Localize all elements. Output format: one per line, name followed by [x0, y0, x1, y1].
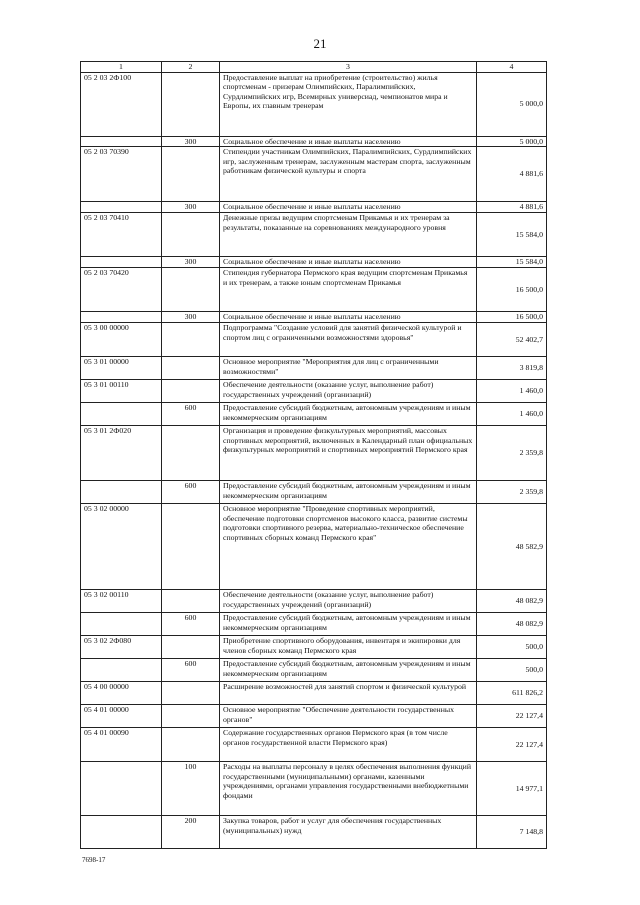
- target-code-cell: [81, 136, 162, 147]
- table-row: [81, 213, 547, 257]
- expense-type-cell: 200: [162, 816, 220, 849]
- item-name-cell: Обеспечение деятельности (оказание услуг, выполнение работ) государственных учреждений (организаций): [220, 590, 477, 613]
- item-name-cell: Социальное обеспечение и иные выплаты населению: [220, 257, 477, 268]
- document-code: 7698-17: [82, 856, 106, 864]
- expense-type-cell: [162, 268, 220, 312]
- page-number: 21: [313, 36, 327, 51]
- expense-type-cell: [162, 504, 220, 590]
- target-code-cell: 05 3 00 00000: [81, 323, 162, 357]
- header-col-4: 4: [477, 62, 547, 73]
- target-code-cell: [81, 816, 162, 849]
- item-name-cell: Социальное обеспечение и иные выплаты населению: [220, 312, 477, 323]
- table-row: [81, 504, 547, 590]
- item-name-cell: Предоставление субсидий бюджетным, автономным учреждениям и иным некоммерческим организациям: [220, 659, 477, 682]
- target-code-cell: [81, 762, 162, 816]
- amount-cell: 48 082,9: [477, 613, 547, 636]
- expense-type-cell: 600: [162, 613, 220, 636]
- table-row: [81, 682, 547, 705]
- table-row: [81, 426, 547, 481]
- expense-type-cell: [162, 357, 220, 380]
- item-name-cell: Содержание государственных органов Пермского края (в том числе органов государственной власти Пермского края): [220, 728, 477, 762]
- amount-cell: 5 000,0: [477, 72, 547, 136]
- target-code-cell: 05 2 03 2Ф100: [81, 72, 162, 136]
- table-row: [81, 481, 547, 504]
- item-name-cell: Основное мероприятие "Мероприятия для лиц с ограниченными возможностями": [220, 357, 477, 380]
- expense-type-cell: 600: [162, 481, 220, 504]
- item-name-cell: Основное мероприятие "Обеспечение деятельности государственных органов": [220, 705, 477, 728]
- target-code-cell: 05 2 03 70420: [81, 268, 162, 312]
- amount-cell: 15 584,0: [477, 257, 547, 268]
- header-col-2: 2: [162, 62, 220, 73]
- table-row: [81, 323, 547, 357]
- amount-cell: 16 500,0: [477, 268, 547, 312]
- amount-cell: 1 460,0: [477, 380, 547, 403]
- amount-cell: 14 977,1: [477, 762, 547, 816]
- target-code-cell: [81, 403, 162, 426]
- target-code-cell: 05 3 01 00110: [81, 380, 162, 403]
- table-row: [81, 136, 547, 147]
- amount-cell: 1 460,0: [477, 403, 547, 426]
- amount-cell: 4 881,6: [477, 202, 547, 213]
- amount-cell: 2 359,8: [477, 426, 547, 481]
- item-name-cell: Обеспечение деятельности (оказание услуг, выполнение работ) государственных учреждений (организаций): [220, 380, 477, 403]
- amount-cell: 3 819,8: [477, 357, 547, 380]
- table-header-row: [81, 62, 547, 73]
- expense-type-cell: 300: [162, 312, 220, 323]
- amount-cell: 500,0: [477, 636, 547, 659]
- table-row: [81, 590, 547, 613]
- item-name-cell: Предоставление субсидий бюджетным, автономным учреждениям и иным некоммерческим организациям: [220, 613, 477, 636]
- target-code-cell: 05 3 02 00110: [81, 590, 162, 613]
- target-code-cell: 05 4 01 00000: [81, 705, 162, 728]
- amount-cell: 611 826,2: [477, 682, 547, 705]
- amount-cell: 2 359,8: [477, 481, 547, 504]
- target-code-cell: 05 3 01 00000: [81, 357, 162, 380]
- table-row: [81, 312, 547, 323]
- item-name-cell: Основное мероприятие "Проведение спортивных мероприятий, обеспечение подготовки спортсменов высокого класса, развитие системы подготовки спортивного резерва, материально-техническое обеспечение спортивных сборных команд Пермского края": [220, 504, 477, 590]
- target-code-cell: 05 4 01 00090: [81, 728, 162, 762]
- expense-type-cell: [162, 590, 220, 613]
- target-code-cell: 05 3 02 2Ф080: [81, 636, 162, 659]
- item-name-cell: Расходы на выплаты персоналу в целях обеспечения выполнения функций государственными (муниципальными) органами, казенными учреждениями, органами управления государственными внебюджетными фондами: [220, 762, 477, 816]
- expense-type-cell: [162, 705, 220, 728]
- item-name-cell: Социальное обеспечение и иные выплаты населению: [220, 202, 477, 213]
- amount-cell: 52 402,7: [477, 323, 547, 357]
- expense-type-cell: 300: [162, 257, 220, 268]
- expense-type-cell: [162, 728, 220, 762]
- item-name-cell: Стипендии участникам Олимпийских, Паралимпийских, Сурдлимпийских игр, заслуженным тренерам, заслуженным мастерам спорта, заслуженным работникам физической культуры и спорта: [220, 147, 477, 202]
- table-row: [81, 762, 547, 816]
- table-row: [81, 659, 547, 682]
- item-name-cell: Организация и проведение физкультурных мероприятий, массовых спортивных мероприятий, включенных в Календарный план официальных физкультурных мероприятий и спортивных мероприятий Пермского края: [220, 426, 477, 481]
- target-code-cell: [81, 613, 162, 636]
- expense-type-cell: [162, 636, 220, 659]
- table-row: [81, 728, 547, 762]
- expense-type-cell: 300: [162, 136, 220, 147]
- item-name-cell: Расширение возможностей для занятий спортом и физической культурой: [220, 682, 477, 705]
- amount-cell: 48 582,9: [477, 504, 547, 590]
- amount-cell: 16 500,0: [477, 312, 547, 323]
- expense-type-cell: [162, 72, 220, 136]
- amount-cell: 5 000,0: [477, 136, 547, 147]
- amount-cell: 7 148,8: [477, 816, 547, 849]
- table-row: [81, 147, 547, 202]
- target-code-cell: 05 3 02 00000: [81, 504, 162, 590]
- amount-cell: 48 082,9: [477, 590, 547, 613]
- target-code-cell: [81, 257, 162, 268]
- expense-type-cell: 100: [162, 762, 220, 816]
- budget-table: [80, 61, 547, 849]
- item-name-cell: Стипендия губернатора Пермского края ведущим спортсменам Прикамья и их тренерам, а также юным спортсменам Прикамья: [220, 268, 477, 312]
- amount-cell: 22 127,4: [477, 705, 547, 728]
- table-row: [81, 380, 547, 403]
- item-name-cell: Подпрограмма "Создание условий для занятий физической культурой и спортом лиц с ограниченными возможностями здоровья": [220, 323, 477, 357]
- expense-type-cell: 300: [162, 202, 220, 213]
- header-col-3: 3: [220, 62, 477, 73]
- target-code-cell: [81, 481, 162, 504]
- amount-cell: 4 881,6: [477, 147, 547, 202]
- amount-cell: 500,0: [477, 659, 547, 682]
- table-row: [81, 72, 547, 136]
- expense-type-cell: [162, 213, 220, 257]
- target-code-cell: 05 4 00 00000: [81, 682, 162, 705]
- table-row: [81, 202, 547, 213]
- table-row: [81, 613, 547, 636]
- header-col-1: 1: [81, 62, 162, 73]
- expense-type-cell: [162, 147, 220, 202]
- item-name-cell: Денежные призы ведущим спортсменам Прикамья и их тренерам за результаты, показанные на соревнованиях международного уровня: [220, 213, 477, 257]
- expense-type-cell: [162, 323, 220, 357]
- item-name-cell: Социальное обеспечение и иные выплаты населению: [220, 136, 477, 147]
- item-name-cell: Предоставление субсидий бюджетным, автономным учреждениям и иным некоммерческим организациям: [220, 403, 477, 426]
- target-code-cell: 05 2 03 70390: [81, 147, 162, 202]
- expense-type-cell: 600: [162, 659, 220, 682]
- item-name-cell: Предоставление выплат на приобретение (строительство) жилья спортсменам - призерам Олимпийских, Паралимпийских, Сурдлимпийских игр, Всемирных универсиад, чемпионатов мира и Европы, их главным тренерам: [220, 72, 477, 136]
- amount-cell: 22 127,4: [477, 728, 547, 762]
- expense-type-cell: [162, 426, 220, 481]
- target-code-cell: 05 2 03 70410: [81, 213, 162, 257]
- expense-type-cell: 600: [162, 403, 220, 426]
- table-row: [81, 816, 547, 849]
- amount-cell: 15 584,0: [477, 213, 547, 257]
- item-name-cell: Предоставление субсидий бюджетным, автономным учреждениям и иным некоммерческим организациям: [220, 481, 477, 504]
- table-row: [81, 403, 547, 426]
- target-code-cell: [81, 659, 162, 682]
- table-row: [81, 705, 547, 728]
- item-name-cell: Закупка товаров, работ и услуг для обеспечения государственных (муниципальных) нужд: [220, 816, 477, 849]
- table-row: [81, 257, 547, 268]
- item-name-cell: Приобретение спортивного оборудования, инвентаря и экипировки для членов сборных команд Пермского края: [220, 636, 477, 659]
- table-row: [81, 636, 547, 659]
- target-code-cell: [81, 312, 162, 323]
- expense-type-cell: [162, 682, 220, 705]
- expense-type-cell: [162, 380, 220, 403]
- target-code-cell: 05 3 01 2Ф020: [81, 426, 162, 481]
- table-row: [81, 268, 547, 312]
- target-code-cell: [81, 202, 162, 213]
- table-row: [81, 357, 547, 380]
